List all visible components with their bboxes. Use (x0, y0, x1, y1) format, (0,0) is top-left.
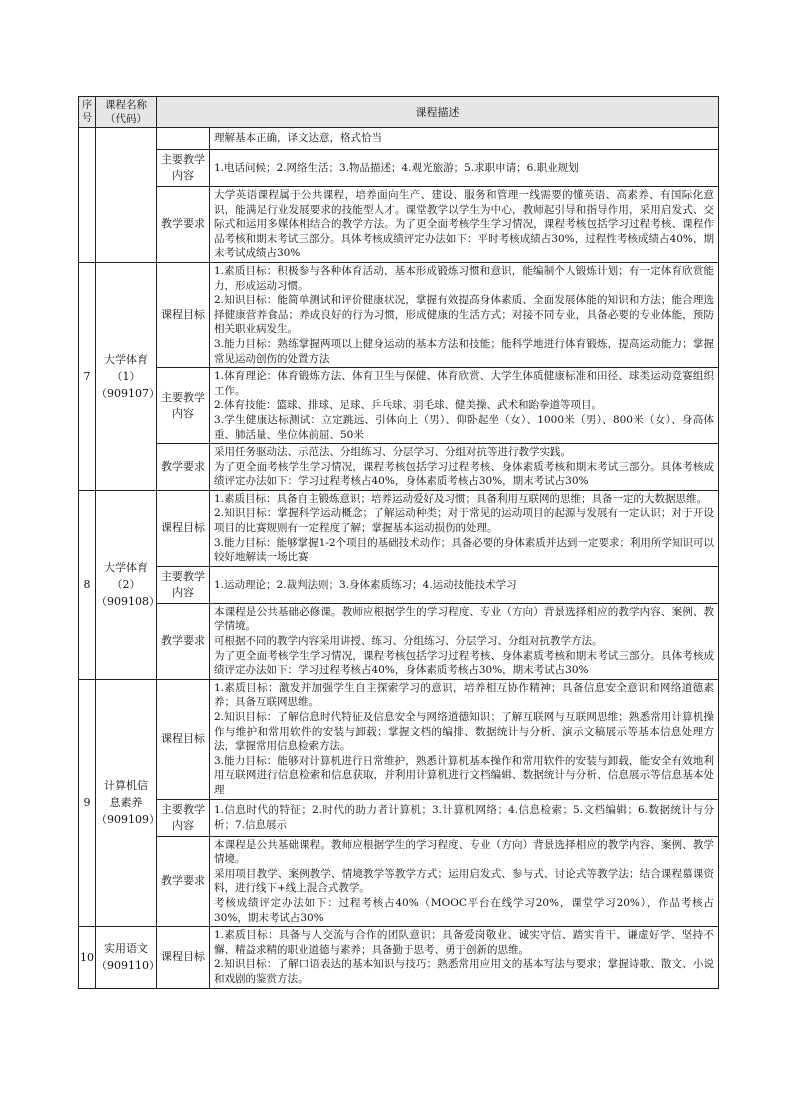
course-row (79, 490, 719, 566)
course-name: 实用语文 (104, 942, 148, 956)
desc-line: 为了更全面考核学生学习情况，课程考核包括学习过程考核、身体素质考核和期末考试三部分。具体考核成绩评定办法如下：学习过程考核占40%，身体素质考核占30%，期末考试占30% (214, 649, 714, 677)
table-body (79, 128, 719, 989)
desc-line: 2.知识目标：掌握科学运动概念；了解运动种类；对于常见的运动项目的起源与发展有一定认识；对于开设项目的比赛规则有一定程度了解；掌握基本运动损伤的处理。 (214, 507, 714, 535)
course-name-cell (96, 679, 160, 926)
header-description: 课程描述 (157, 97, 719, 128)
desc-line: 1.信息时代的特征；2.时代的助力者计算机；3.计算机网络；4.信息检索；5.文档编辑；6.数据统计与分析；7.信息展示 (214, 803, 714, 831)
row-description (210, 679, 719, 799)
course-name-cell (96, 927, 160, 988)
row-label: 教学要求 (157, 187, 210, 263)
row-label: 主要教学内容 (157, 566, 210, 603)
desc-line: 1.体育理论：体育锻炼方法、体育卫生与保健、体育欣赏、大学生体质健康标准和田径、球类运动竞赛组织工作。 (214, 370, 714, 397)
desc-line: 1.素质目标：具备自主锻炼意识；培养运动爱好及习惯；具备利用互联网的思维；具备一定的大数据思维。 (214, 492, 708, 505)
row-label: 课程目标 (157, 262, 210, 367)
top-fragment-label-cell (157, 128, 210, 150)
top-content-row (79, 150, 719, 187)
row-label: 课程目标 (157, 679, 210, 799)
row-description (210, 368, 719, 444)
header-course-name: 课程名称（代码） (96, 97, 157, 128)
course-row (79, 836, 719, 927)
top-seq-cell (79, 128, 96, 263)
course-code: （1） (111, 369, 141, 383)
desc-line: 1.素质目标：具备与人交流与合作的团队意识；具备爱岗敬业、诚实守信、踏实肯干、谦虚好学、坚持不懈、精益求精的职业道德与素养；具备勤于思考、勇于创新的思维。 (214, 929, 714, 956)
row-description (210, 927, 719, 988)
course-row (79, 603, 719, 679)
desc-line: 为了更全面考核学生学习情况，课程考核包括学习过程考核、身体素质考核和期末考试三部分。具体考核成绩评定办法如下：学习过程考核占40%，身体素质考核占30%，期末考试占30% (214, 460, 714, 488)
row-description (210, 799, 719, 836)
row-description (210, 603, 719, 679)
top-fragment-row (79, 128, 719, 150)
course-row (79, 566, 719, 603)
course-number: 8 (79, 490, 96, 679)
row-label: 教学要求 (157, 603, 210, 679)
course-name: 计算机信息素养 (104, 779, 148, 810)
row-description (210, 836, 719, 927)
document-page (78, 96, 719, 989)
row-label: 课程目标 (157, 490, 210, 566)
desc-line: 2.体育技能：篮球、排球、足球、乒乓球、羽毛球、健美操、武术和跆拳道等项目。 (214, 399, 603, 412)
course-code: （909109） (96, 813, 160, 827)
desc-line: 1.电话问候；2.网络生活；3.物品描述；4.观光旅游；5.求职申请；6.职业规划 (214, 161, 579, 174)
course-row (79, 679, 719, 799)
course-code: （909107） (96, 386, 160, 400)
desc-line: 1.素质目标：激发并加强学生自主探索学习的意识，培养相互协作精神；具备信息安全意识和网络道德素养；具备互联网思维。 (214, 681, 714, 709)
desc-line: 采用项目教学、案例教学、情境教学等教学方式；运用启发式、参与式、讨论式等教学法；结合课程慕课资料，进行线下+线上混合式教学。 (214, 867, 714, 895)
desc-line: 3.能力目标：熟练掌握两项以上健身运动的基本方法和技能；能科学地进行体育锻炼，提高运动能力；掌握常见运动创伤的处置方法 (214, 337, 714, 365)
course-row (79, 368, 719, 444)
desc-line: 考核成绩评定办法如下：过程考核占40%（MOOC平台在线学习20%，课堂学习20%），作品考核占30%，期末考试占30% (214, 896, 714, 924)
desc-line: 3.能力目标：能够对计算机进行日常维护，熟悉计算机基本操作和常用软件的安装与卸载，能安全有效地利用互联网进行信息检索和信息获取，并利用计算机进行文档编辑、数据统计与分析、信息展示等信息基本处理 (214, 754, 714, 796)
course-code: （909108） (96, 595, 160, 609)
course-name-cell (96, 262, 160, 490)
row-description (210, 262, 719, 367)
desc-line: 2.知识目标：能简单测试和评价健康状况，掌握有效提高身体素质、全面发展体能的知识和方法；能合理选择健康营养食品；养成良好的行为习惯，形成健康的生活方式；对接不同专业，具备必要的专业体能，预防相关职业病发生。 (214, 294, 714, 336)
course-row (79, 444, 719, 491)
course-code: （2） (111, 578, 141, 592)
course-name: 大学体育 (104, 561, 148, 575)
header-seq: 序号 (79, 97, 96, 128)
top-course-cell (96, 128, 157, 263)
desc-line: 采用任务驱动法、示范法、分组练习、分层学习、分组对抗等进行教学实践。 (214, 446, 571, 459)
row-label: 主要教学内容 (157, 150, 210, 187)
course-number: 10 (79, 927, 96, 988)
top-fragment-desc (210, 128, 719, 150)
course-number: 7 (79, 262, 96, 490)
desc-line: 2.知识目标：了解口语表达的基本知识与技巧；熟悉常用应用文的基本写法与要求；掌握诗歌、散文、小说和戏剧的鉴赏方法。 (214, 958, 714, 985)
row-description (210, 490, 719, 566)
row-label: 课程目标 (157, 927, 210, 988)
top-content-desc (210, 150, 719, 187)
row-label: 主要教学内容 (157, 368, 210, 444)
desc-line: 3.能力目标：能够掌握1-2个项目的基础技术动作；具备必要的身体素质并达到一定要求；利用所学知识可以较好地解读一场比赛 (214, 536, 714, 564)
desc-line: 3.学生健康达标测试：立定跳远、引体向上（男）、仰卧起坐（女）、1000米（男）、800米（女）、身高体重、肺活量、坐位体前屈、50米 (214, 413, 714, 441)
course-row (79, 927, 719, 988)
row-label: 教学要求 (157, 444, 210, 491)
desc-line: 1.运动理论；2.裁判法则；3.身体素质练习；4.运动技能技术学习 (214, 578, 517, 591)
desc-line: 1.素质目标：积极参与各种体育活动，基本形成锻炼习惯和意识，能编制个人锻炼计划；有一定体育欣赏能力，形成运动习惯。 (214, 264, 714, 292)
row-description (210, 444, 719, 491)
course-code: （909110） (96, 959, 160, 973)
course-number: 9 (79, 679, 96, 926)
course-table (78, 96, 719, 989)
top-requirements-row (79, 187, 719, 263)
course-name-cell (96, 490, 160, 679)
row-label: 主要教学内容 (157, 799, 210, 836)
desc-line: 本课程是公共基础课程。教师应根据学生的学习程度、专业（方向）背景选择相应的教学内容、案例、教学情境。 (214, 838, 714, 866)
course-row (79, 262, 719, 367)
desc-line: 可根据不同的教学内容采用讲授、练习、分组练习、分层学习、分组对抗教学方法。 (214, 635, 603, 648)
desc-line: 大学英语课程属于公共课程，培养面向生产、建设、服务和管理一线需要的懂英语、高素养、有国际化意识，能满足行业发展要求的技能型人才。课堂教学以学生为中心，教师起引导和指导作用，采用启发式、交际式和运用多媒体相结合的教学方法。为了更全面考核学生学习情况，课程考核包括学习过程考核、课程作品考核和期末考试三部分。具体考核成绩评定办法如下：平时考核成绩占30%，过程性考核成绩占40%，期末考试成绩占30% (214, 189, 714, 260)
course-row (79, 799, 719, 836)
desc-line: 2.知识目标：了解信息时代特征及信息安全与网络道德知识；了解互联网与互联网思维；熟悉常用计算机操作与维护和常用软件的安装与卸载；掌握文档的编排、数据统计与分析、演示文稿展示等基本信息处理方法，掌握常用信息检索方法。 (214, 711, 714, 753)
row-description (210, 566, 719, 603)
row-label: 教学要求 (157, 836, 210, 927)
desc-line: 理解基本正确，译文达意，格式恰当 (214, 132, 382, 145)
course-name: 大学体育 (104, 352, 148, 366)
top-requirements-desc (210, 187, 719, 263)
desc-line: 本课程是公共基础必修课。教师应根据学生的学习程度、专业（方向）背景选择相应的教学内容、案例、教学情境。 (214, 605, 714, 633)
header-row (79, 97, 719, 128)
